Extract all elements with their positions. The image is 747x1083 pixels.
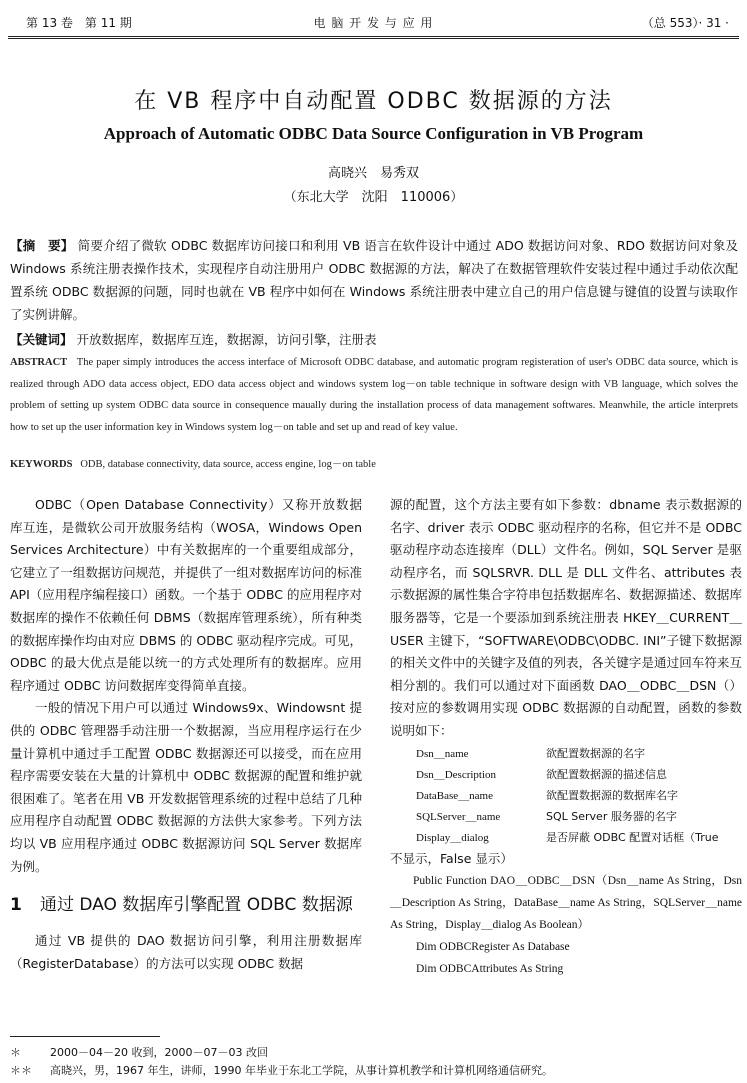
abstract-cn-label: 【摘 要】 xyxy=(10,238,74,253)
section-heading xyxy=(10,892,362,918)
header-journal: 电 脑 开 发 与 应 用 xyxy=(313,16,434,30)
abstract-en-text: The paper simply introduces the access interface of Microsoft ODBC database, and automatic program registeration of user's ODBC data source, which is realized through ADO data access object, EDO data access object and windows system log－on table technique in software design with VB language, which solves the problem of setting up system ODBC data source in consequence maually during the installation process of data management softwares. Meanwhile, the article interprets how to set up the user information key in Windows system log－on table and set up and read of key value. xyxy=(10,357,738,433)
keywords-chinese xyxy=(10,330,738,350)
footnote-text: 高晓兴，男，1967 年生，讲师，1990 年毕业于东北工学院，从事计算机教学和计算机网络通信研究。 xyxy=(50,1064,553,1077)
code-function-signature: Public Function DAO＿ODBC＿DSN（Dsn＿name As String，Dsn＿Description As String，DataBase＿name As String，SQLServer＿name As String，Display＿dialog As Boolean） xyxy=(390,875,742,932)
body-paragraph: 一般的情况下用户可以通过 Windows9x、Windowsnt 提供的 ODBC 管理器手动注册一个数据源，当应用程序运行在少量计算机中通过手工配置 ODBC 数据源还可以接受，而在应用程序需要安装在大量的计算机中 ODBC 数据源的配置和维护就很困难了。笔者在用 VB 开发数据管理系统的过程中总结了几种应用程序自动配置 ODBC 数据源的方法供大家参考。下列方法均以 VB 应用程序通过 ODBC 数据源访问 SQL Server 数据库为例。 xyxy=(10,700,362,874)
parameter-name: Dsn＿name xyxy=(416,747,469,760)
body-paragraph: 源的配置，这个方法主要有如下参数：dbname 表示数据源的名字、driver 表示 ODBC 驱动程序的名称，但它并不是 ODBC 驱动程序动态连接库（DLL）文件名。例如，SQL Server 是驱动程序名，而 SQLSRVR. DLL 是 DLL 文件名、attributes 表示数据源的属性集合字符串包括数据库名、数据源描述、数据库服务器等，它是一个要添加到系统注册表 HKEY＿CURRENT＿USER 主键下，“SOFTWARE\ODBC\ODBC. INI”子键下数据源的相关文件中的关键字及值的列表，各关键字是通过回车符来互相分割的。我们可以通过对下面函数 DAO＿ODBC＿DSN（）按对应的参数调用实现 ODBC 数据源的自动配置，函数的参数说明如下： xyxy=(390,497,742,738)
parameter-desc: 欲配置数据源的数据库名字 xyxy=(546,788,678,802)
title-english: Approach of Automatic ODBC Data Source Configuration in VB Program xyxy=(103,124,644,143)
body-column-right xyxy=(390,494,742,980)
keywords-en-text: ODB, database connectivity, data source, access engine, log－on table xyxy=(80,459,376,470)
parameter-desc: SQL Server 服务器的名字 xyxy=(546,809,677,823)
keywords-en-label: KEYWORDS xyxy=(10,459,73,470)
parameter-list xyxy=(390,743,742,848)
parameter-name: DataBase＿name xyxy=(416,789,493,802)
footnote-text: 2000－04－20 收到，2000－07－03 改回 xyxy=(50,1046,268,1059)
parameter-tail: 不显示，False 显示） xyxy=(390,850,513,866)
parameter-row xyxy=(390,785,742,806)
abstract-cn-text: 简要介绍了微软 ODBC 数据库访问接口和利用 VB 语言在软件设计中通过 ADO 数据访问对象、RDO 数据访问对象及 Windows 系统注册表操作技术，实现程序自动注册用户 ODBC 数据源的方法，解决了在数据管理软件安装过程中通过手动依次配置系统 ODBC 数据源的问题，同时也就在 VB 程序中如何在 Windows 系统注册表中建立自己的用户信息键与键值的设置与读取作了实例讲解。 xyxy=(10,238,738,322)
affiliation: （东北大学 沈阳 110006） xyxy=(283,190,464,205)
body-paragraph: 通过 VB 提供的 DAO 数据访问引擎，利用注册数据库（RegisterDatabase）的方法可以实现 ODBC 数据 xyxy=(10,933,362,971)
footnote-mark: ＊ xyxy=(10,1046,21,1059)
keywords-cn-label: 【关键词】 xyxy=(10,332,73,347)
body-column-left xyxy=(10,494,362,975)
code-line: Dim ODBCRegister As Database xyxy=(416,941,570,954)
running-header xyxy=(0,12,747,32)
authors: 高晓兴 易秀双 xyxy=(327,166,419,181)
section-title: 通过 DAO 数据库引擎配置 ODBC 数据源 xyxy=(40,895,353,916)
footnote-mark: ＊＊ xyxy=(10,1064,32,1077)
keywords-english xyxy=(10,455,738,475)
parameter-desc: 欲配置数据源的名字 xyxy=(546,746,645,760)
title-chinese: 在 VB 程序中自动配置 ODBC 数据源的方法 xyxy=(134,89,613,114)
header-page: （总 553）· 31 · xyxy=(641,16,729,30)
section-number: 1 xyxy=(10,895,22,916)
body-paragraph: ODBC（Open Database Connectivity）又称开放数据库互连，是微软公司开放服务结构（WOSA，Windows Open Services Architecture）中有关数据库的一个重要组成部分，它建立了一组数据访问规范，并提供了一组对数据库访问的标准 API（应用程序编程接口）函数。一个基于 ODBC 的应用程序对数据库的操作不依赖任何 DBMS（数据库管理系统），所有种类的数据库操作均由对应 DBMS 的 ODBC 驱动程序完成。可见，ODBC 的最大优点是能以统一的方式处理所有的数据库。应用程序通过 ODBC 访问数据库变得简单直接。 xyxy=(10,497,362,693)
header-volume: 第 13 卷 第 11 期 xyxy=(26,16,132,30)
code-line: Dim ODBCAttributes As String xyxy=(416,963,564,976)
footnote xyxy=(10,1062,738,1078)
parameter-name: SQLServer＿name xyxy=(416,810,501,823)
abstract-english xyxy=(10,352,738,438)
header-rule xyxy=(8,36,739,37)
parameter-row xyxy=(390,764,742,785)
abstract-chinese xyxy=(10,234,738,326)
parameter-row xyxy=(390,827,742,848)
footnote xyxy=(10,1044,738,1060)
parameter-name: Display＿dialog xyxy=(416,831,489,844)
abstract-en-label: ABSTRACT xyxy=(10,357,68,368)
parameter-desc: 欲配置数据源的描述信息 xyxy=(546,767,667,781)
header-rule-2 xyxy=(8,38,739,39)
parameter-row xyxy=(390,806,742,827)
parameter-row xyxy=(390,743,742,764)
parameter-desc: 是否屏蔽 ODBC 配置对话框（True xyxy=(546,830,719,844)
footnote-rule xyxy=(10,1036,160,1037)
keywords-cn-text: 开放数据库，数据库互连，数据源，访问引擎，注册表 xyxy=(76,332,377,347)
parameter-name: Dsn＿Description xyxy=(416,768,497,781)
